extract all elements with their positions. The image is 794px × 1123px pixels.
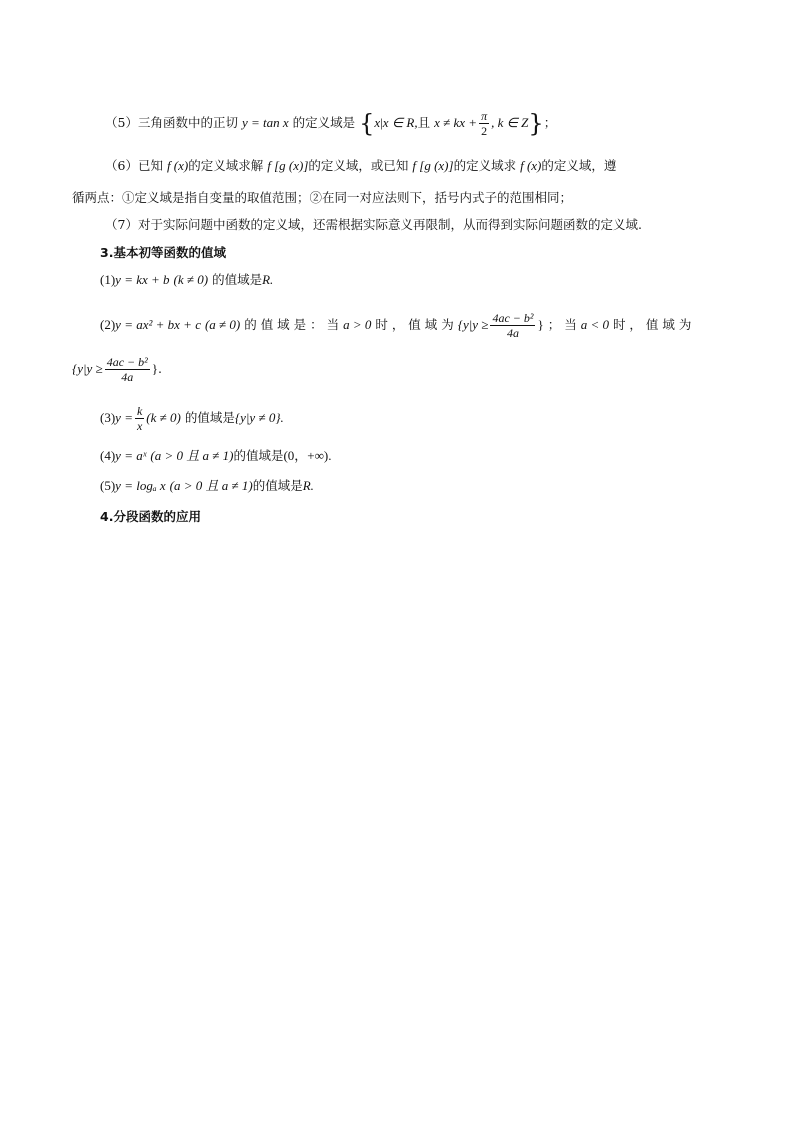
r2-expr: y = ax² + bx + c — [115, 317, 201, 332]
item5-cond: x ≠ kx + — [434, 115, 478, 130]
item5-label: （5）三角函数中的正切 — [105, 115, 238, 130]
r2-num2: 4ac − b² — [106, 355, 148, 369]
item6-fx-1: f (x) — [166, 158, 189, 173]
r4-num: (4) — [100, 448, 116, 463]
r2-t2: 时 ， 值 域 为 — [375, 317, 454, 332]
r5-cond: (a > 0 且 a ≠ 1) — [169, 478, 253, 493]
item5-two: 2 — [481, 124, 488, 138]
item6-t3: 的定义域求 — [453, 158, 517, 173]
item6-fgx-2: f [g (x)] — [412, 158, 454, 173]
r2-frac-2 — [105, 355, 150, 384]
item5-mid: 的定义域是 — [292, 115, 356, 130]
item5-bar: | — [380, 115, 383, 130]
range-item-2-line-2 — [72, 355, 162, 384]
item5-set-elem: x ∈ R, — [382, 115, 418, 130]
section-3-title: 3.基本初等函数的值域 — [100, 245, 226, 260]
item5-set-var: x — [374, 115, 381, 130]
item6-t2: 的定义域，或已知 — [308, 158, 409, 173]
r2-num1: 4ac − b² — [492, 311, 534, 325]
r1-expr: y = kx + b — [115, 272, 170, 287]
item-5 — [105, 109, 556, 138]
item5-func: y = tan x — [241, 115, 289, 130]
r4-cond: (a > 0 且 a ≠ 1) — [150, 448, 234, 463]
r3-text: 的值域是 — [184, 410, 235, 425]
item5-end: ； — [543, 115, 557, 130]
r2-cond: (a ≠ 0) — [204, 317, 241, 332]
item5-pi-frac — [479, 109, 489, 138]
r1-num: (1) — [100, 272, 116, 287]
r4-res: (0，+∞). — [283, 448, 332, 463]
brace-close: } — [528, 109, 544, 138]
r2-t1: 的 值 域 是 ： 当 — [244, 317, 340, 332]
r2-t4: 时 ， 值 域 为 — [612, 317, 692, 332]
r2-t3: ； 当 — [547, 317, 577, 332]
r3-frac — [135, 404, 144, 433]
r2-c2: a < 0 — [580, 317, 609, 332]
item-6-line-1 — [105, 157, 616, 175]
r2-c1: a > 0 — [343, 317, 372, 332]
item6-t4: 的定义域，遵 — [541, 158, 617, 173]
r5-num: (5) — [100, 478, 116, 493]
brace-open: { — [359, 109, 375, 138]
r4-expr: y = aˣ — [115, 448, 147, 463]
r3-fnum: k — [136, 404, 143, 418]
r2-set2-open: {y|y ≥ — [72, 361, 103, 376]
item-6-line-2: 循两点：①定义域是指自变量的取值范围；②在同一对应法则下，括号内式子的范围相同； — [72, 190, 573, 205]
item6-fx-2: f (x) — [520, 158, 542, 173]
r3-res: {y|y ≠ 0}. — [234, 410, 284, 425]
r5-expr: y = logₐ x — [115, 478, 166, 493]
r2-end: . — [157, 361, 162, 376]
item6-fgx-1: f [g (x)] — [267, 158, 309, 173]
r3-lhs: y = — [115, 410, 133, 425]
r3-fden: x — [136, 419, 143, 433]
r1-cond: (k ≠ 0) — [173, 272, 209, 287]
r2-set-close: } — [537, 317, 544, 332]
r2-num: (2) — [100, 317, 116, 332]
item6-t1: 的定义域求解 — [188, 158, 264, 173]
r5-res: R. — [302, 478, 314, 493]
item6-label: （6）已知 — [105, 158, 163, 173]
range-item-4 — [100, 447, 331, 465]
r5-text: 的值域是 — [252, 478, 303, 493]
section-4-title: 4.分段函数的应用 — [100, 509, 201, 524]
r2-set2-close: } — [151, 361, 158, 376]
range-item-1 — [100, 271, 273, 289]
r1-res: R. — [262, 272, 274, 287]
item5-kz: , k ∈ Z — [491, 115, 529, 130]
range-item-5 — [100, 477, 314, 495]
r2-den2: 4a — [121, 370, 134, 384]
item5-pi: π — [481, 109, 488, 123]
r2-set-open: {y|y ≥ — [457, 317, 489, 332]
r4-text: 的值域是 — [233, 448, 284, 463]
item-7: （7）对于实际问题中函数的定义域，还需根据实际意义再限制，从而得到实际问题函数的定义域. — [105, 217, 642, 232]
range-item-2-line-1 — [100, 311, 691, 340]
r3-num: (3) — [100, 410, 116, 425]
r2-den1: 4a — [506, 326, 519, 340]
item5-and: 且 — [417, 115, 431, 130]
r3-cond: (k ≠ 0) — [146, 410, 181, 425]
range-item-3 — [100, 404, 284, 433]
r1-text: 的值域是 — [212, 272, 263, 287]
r2-frac-1 — [490, 311, 535, 340]
